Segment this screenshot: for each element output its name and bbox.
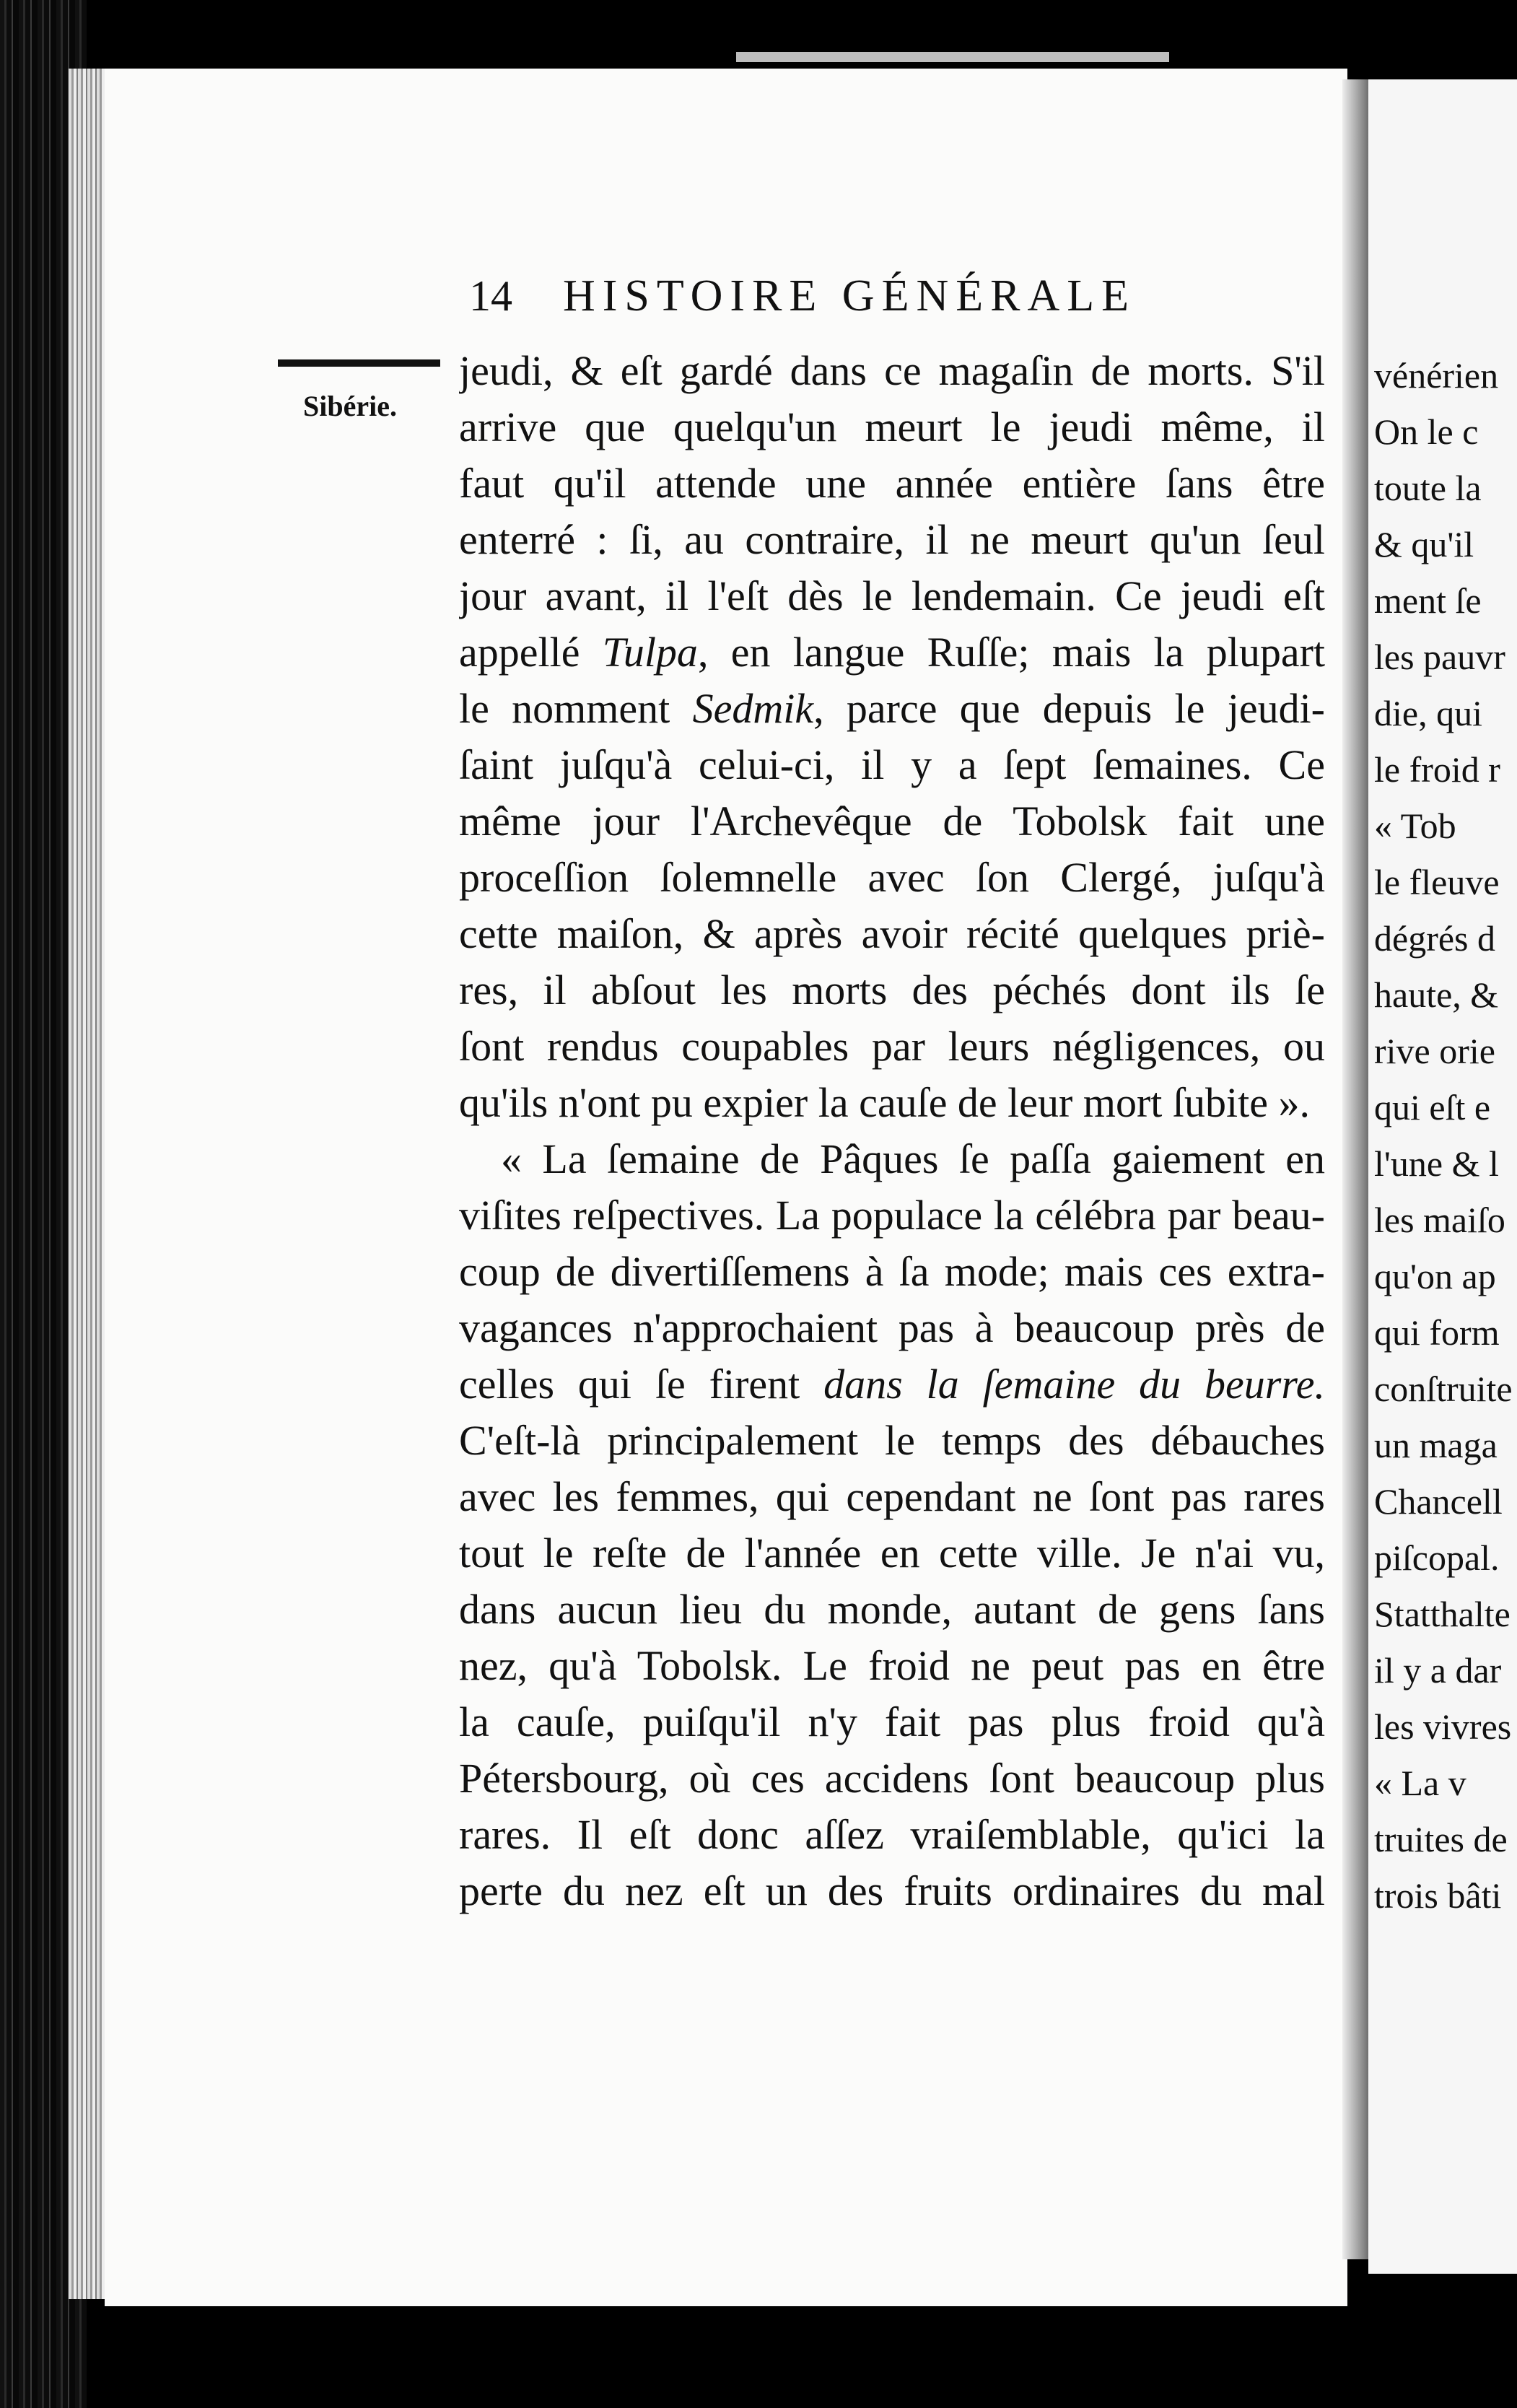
right-page-line: toute la bbox=[1374, 468, 1482, 508]
text-segment: viſites reſpectives. La populace la célébra par beau- bbox=[459, 1192, 1325, 1239]
right-page-line: dégrés d bbox=[1374, 918, 1495, 959]
text-segment: « La ſemaine de Pâques ſe paſſa gaiement en bbox=[501, 1135, 1325, 1182]
text-segment: faut qu'il attende une année entière ſans être bbox=[459, 460, 1325, 507]
text-segment: C'eſt-là principalement le temps des débauches bbox=[459, 1417, 1325, 1464]
text-line bbox=[459, 512, 1325, 568]
text-segment: celles qui ſe firent bbox=[459, 1361, 824, 1408]
right-page-line: « La v bbox=[1374, 1763, 1466, 1803]
text-line bbox=[459, 1300, 1325, 1356]
right-page-line: qu'on ap bbox=[1374, 1256, 1496, 1296]
text-segment: jeudi, & eſt gardé dans ce magaſin de morts. S'il bbox=[459, 347, 1325, 394]
right-page-line: haute, & bbox=[1374, 974, 1499, 1015]
right-page-line: & qu'il bbox=[1374, 524, 1474, 564]
right-page-line: Statthalte bbox=[1374, 1594, 1511, 1634]
margin-rule bbox=[278, 359, 440, 367]
right-page-line: le fleuve bbox=[1374, 862, 1500, 902]
top-page-shadow bbox=[736, 52, 1169, 62]
text-segment: Pétersbourg, où ces accidens ſont beaucoup plus bbox=[459, 1755, 1325, 1802]
text-segment: jour avant, il l'eſt dès le lendemain. Ce jeudi eſt bbox=[459, 572, 1325, 619]
text-line bbox=[459, 906, 1325, 962]
text-segment: ſont rendus coupables par leurs négligences, ou bbox=[459, 1023, 1325, 1070]
text-segment: cette maiſon, & après avoir récité quelques priè- bbox=[459, 910, 1325, 957]
text-segment: appellé bbox=[459, 629, 603, 676]
right-page-line: die, qui bbox=[1374, 693, 1482, 733]
text-line bbox=[459, 1244, 1325, 1300]
text-segment: coup de divertiſſemens à ſa mode; mais ces extra- bbox=[459, 1248, 1325, 1295]
text-segment: nez, qu'à Tobolsk. Le froid ne peut pas en être bbox=[459, 1642, 1325, 1689]
text-segment: dans aucun lieu du monde, autant de gens ſans bbox=[459, 1586, 1325, 1633]
text-line bbox=[459, 1413, 1325, 1469]
right-page-line: ment ſe bbox=[1374, 580, 1482, 621]
text-line bbox=[459, 1075, 1325, 1131]
right-page-line: les pauvr bbox=[1374, 637, 1505, 677]
text-line bbox=[459, 737, 1325, 793]
text-segment: la cauſe, puiſqu'il n'y fait pas plus froid qu'à bbox=[459, 1698, 1325, 1745]
text-segment: enterré : ſi, au contraire, il ne meurt qu'un ſeul bbox=[459, 516, 1325, 563]
text-segment: arrive que quelqu'un meurt le jeudi même, il bbox=[459, 403, 1325, 450]
text-line bbox=[459, 343, 1325, 399]
right-page-line: « Tob bbox=[1374, 806, 1456, 846]
text-line bbox=[459, 1638, 1325, 1694]
italic-text: Tulpa bbox=[602, 629, 698, 676]
italic-text: dans la ſemaine du beurre. bbox=[823, 1361, 1325, 1408]
text-segment: perte du nez eſt un des fruits ordinaires du mal bbox=[459, 1867, 1325, 1914]
text-line bbox=[459, 1018, 1325, 1075]
right-page-line: truites de bbox=[1374, 1819, 1508, 1859]
text-line bbox=[459, 1525, 1325, 1582]
body-text bbox=[459, 343, 1325, 1919]
text-line bbox=[459, 681, 1325, 737]
italic-text: Sedmik bbox=[692, 685, 814, 732]
text-segment: même jour l'Archevêque de Tobolsk fait une bbox=[459, 798, 1325, 845]
text-line bbox=[459, 1582, 1325, 1638]
right-page-line: un maga bbox=[1374, 1425, 1498, 1465]
text-line bbox=[459, 1187, 1325, 1244]
text-line bbox=[459, 1750, 1325, 1807]
running-head: HISTOIRE GÉNÉRALE bbox=[563, 271, 1136, 320]
right-page-line: les vivres bbox=[1374, 1706, 1512, 1747]
page-header bbox=[469, 263, 1371, 328]
right-page-line: Chancell bbox=[1374, 1481, 1503, 1522]
text-line bbox=[459, 1131, 1325, 1187]
text-line bbox=[459, 455, 1325, 512]
text-line bbox=[459, 568, 1325, 624]
right-page-line: qui form bbox=[1374, 1312, 1500, 1353]
text-line bbox=[459, 793, 1325, 850]
right-page-line: les maiſo bbox=[1374, 1200, 1505, 1240]
right-page-line: l'une & l bbox=[1374, 1143, 1499, 1184]
text-line bbox=[459, 962, 1325, 1018]
page-edges bbox=[69, 69, 108, 2299]
text-segment: proceſſion ſolemnelle avec ſon Clergé, juſqu'à bbox=[459, 854, 1325, 901]
margin-note: Sibérie. bbox=[303, 390, 397, 422]
text-line bbox=[459, 624, 1325, 681]
right-page-line: il y a dar bbox=[1374, 1650, 1502, 1691]
text-segment: res, il abſout les morts des péchés dont ils ſe bbox=[459, 967, 1325, 1013]
text-line bbox=[459, 1807, 1325, 1863]
right-page-line: vénérien bbox=[1374, 355, 1499, 396]
text-line bbox=[459, 850, 1325, 906]
text-line bbox=[459, 399, 1325, 455]
text-segment: , parce que depuis le jeudi- bbox=[813, 685, 1325, 732]
text-segment: rares. Il eſt donc aſſez vraiſemblable, qu'ici la bbox=[459, 1811, 1325, 1858]
text-segment: le nomment bbox=[459, 685, 693, 732]
right-page-line: qui eſt e bbox=[1374, 1087, 1491, 1127]
text-line bbox=[459, 1694, 1325, 1750]
text-segment: ſaint juſqu'à celui-ci, il y a ſept ſemaines. Ce bbox=[459, 741, 1325, 788]
right-page-line: trois bâti bbox=[1374, 1875, 1502, 1916]
text-line bbox=[459, 1469, 1325, 1525]
right-page-line: le froid r bbox=[1374, 749, 1500, 790]
right-page-line: rive orie bbox=[1374, 1031, 1495, 1071]
text-line bbox=[459, 1863, 1325, 1919]
text-line bbox=[459, 1356, 1325, 1413]
right-page-line: On le c bbox=[1374, 411, 1479, 452]
right-page bbox=[1368, 79, 1517, 2274]
page-number: 14 bbox=[469, 272, 512, 320]
text-segment: vagances n'approchaient pas à beaucoup près de bbox=[459, 1304, 1325, 1351]
right-page-line: piſcopal. bbox=[1374, 1537, 1500, 1578]
right-page-line: conſtruite bbox=[1374, 1369, 1513, 1409]
text-segment: , en langue Ruſſe; mais la plupart bbox=[697, 629, 1325, 676]
text-segment: avec les femmes, qui cependant ne ſont pas rares bbox=[459, 1473, 1325, 1520]
text-segment: qu'ils n'ont pu expier la cauſe de leur mort ſubite ». bbox=[459, 1079, 1310, 1126]
text-segment: tout le reſte de l'année en cette ville. Je n'ai vu, bbox=[459, 1530, 1325, 1576]
